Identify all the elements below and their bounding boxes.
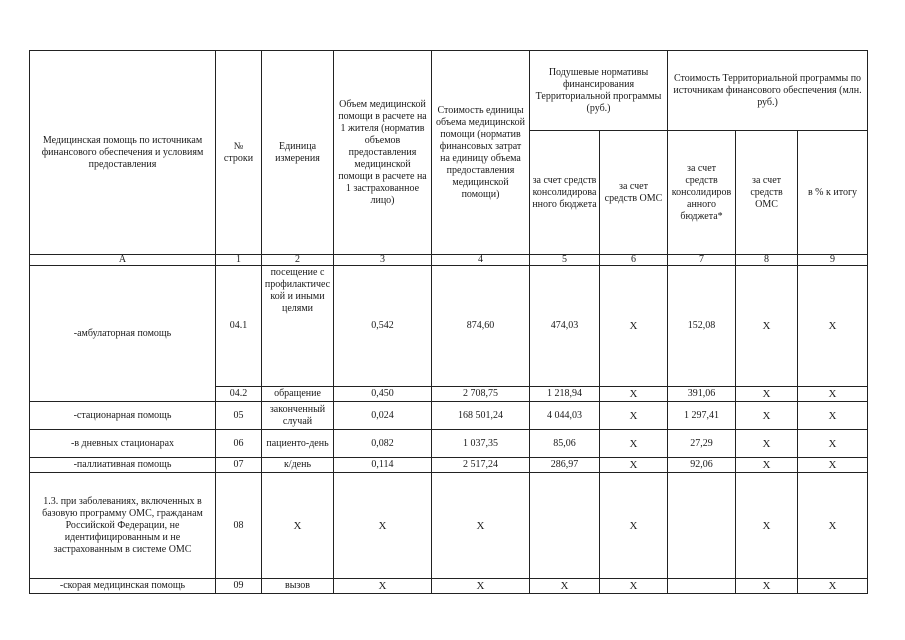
row-c4: 168 501,24 (432, 402, 530, 430)
row-code: 04.1 (216, 266, 262, 387)
row-c6: X (600, 579, 668, 594)
header-col-3: Объем медицинской помощи в расчете на 1 жителя (норматив объемов предоставления медицинской помощи в расчете на 1 застрахованное лицо) (334, 51, 432, 255)
row-c4: 2 708,75 (432, 387, 530, 402)
header-row-1 (30, 51, 868, 131)
header-col-4: Стоимость единицы объема медицинской помощи (норматив финансовых затрат на единицу объема предоставления медицинской помощи) (432, 51, 530, 255)
column-number: 3 (334, 255, 432, 266)
table-row-05 (30, 402, 868, 430)
row-c7 (668, 579, 736, 594)
row-c5: X (530, 579, 600, 594)
column-number: 5 (530, 255, 600, 266)
column-number: 6 (600, 255, 668, 266)
header-col-8: за счет средств ОМС (736, 131, 798, 255)
row-label: -в дневных стационарах (30, 430, 216, 458)
column-number: 9 (798, 255, 868, 266)
row-c8: X (736, 430, 798, 458)
header-col-2: Единица измерения (262, 51, 334, 255)
row-c5: 474,03 (530, 266, 600, 387)
row-label: -скорая медицинская помощь (30, 579, 216, 594)
row-c8: X (736, 458, 798, 473)
column-number: 1 (216, 255, 262, 266)
row-label: -паллиативная помощь (30, 458, 216, 473)
table-row-06 (30, 430, 868, 458)
table-row-04-1 (30, 266, 868, 387)
row-c9: X (798, 430, 868, 458)
row-c5: 286,97 (530, 458, 600, 473)
row-c8: X (736, 473, 798, 579)
row-c7: 27,29 (668, 430, 736, 458)
row-code: 07 (216, 458, 262, 473)
row-code: 05 (216, 402, 262, 430)
row-unit: вызов (262, 579, 334, 594)
header-group-per-capita: Подушевые нормативы финансирования Территориальной программы (руб.) (530, 51, 668, 131)
row-code: 08 (216, 473, 262, 579)
row-c4: X (432, 473, 530, 579)
column-number: 2 (262, 255, 334, 266)
row-c8: X (736, 402, 798, 430)
row-c6: X (600, 430, 668, 458)
row-c5: 4 044,03 (530, 402, 600, 430)
row-c9: X (798, 387, 868, 402)
row-unit: посещение с профилактической и иными целями (262, 266, 334, 387)
column-number: А (30, 255, 216, 266)
row-unit: X (262, 473, 334, 579)
row-c7: 1 297,41 (668, 402, 736, 430)
header-col-1: № строки (216, 51, 262, 255)
row-c3: 0,082 (334, 430, 432, 458)
row-c7: 92,06 (668, 458, 736, 473)
row-c3: 0,542 (334, 266, 432, 387)
row-c9: X (798, 266, 868, 387)
header-col-7: за счет средств консолидированного бюджета* (668, 131, 736, 255)
row-c5 (530, 473, 600, 579)
row-label: 1.3. при заболеваниях, включенных в базовую программу ОМС, гражданам Российской Федерации, не идентифицированным и не застрахованным в системе ОМС (30, 473, 216, 579)
row-c9: X (798, 402, 868, 430)
row-label: -амбулаторная помощь (30, 266, 216, 402)
row-c7: 391,06 (668, 387, 736, 402)
header-group-cost: Стоимость Территориальной программы по источникам финансового обеспечения (млн. руб.) (668, 51, 868, 131)
row-c6: X (600, 266, 668, 387)
row-c8: X (736, 266, 798, 387)
column-number-row (30, 255, 868, 266)
row-c6: X (600, 402, 668, 430)
header-col-a: Медицинская помощь по источникам финансового обеспечения и условиям предоставления (30, 51, 216, 255)
row-c6: X (600, 387, 668, 402)
row-unit: пациенто-день (262, 430, 334, 458)
row-c6: X (600, 458, 668, 473)
table-row-07 (30, 458, 868, 473)
row-c3: 0,450 (334, 387, 432, 402)
column-number: 4 (432, 255, 530, 266)
row-c3: X (334, 579, 432, 594)
row-unit: законченный случай (262, 402, 334, 430)
table-row-09 (30, 579, 868, 594)
row-c4: 874,60 (432, 266, 530, 387)
column-number: 7 (668, 255, 736, 266)
row-c4: 2 517,24 (432, 458, 530, 473)
row-c4: 1 037,35 (432, 430, 530, 458)
row-c8: X (736, 579, 798, 594)
row-code: 06 (216, 430, 262, 458)
column-number: 8 (736, 255, 798, 266)
row-c8: X (736, 387, 798, 402)
row-c9: X (798, 579, 868, 594)
row-c5: 1 218,94 (530, 387, 600, 402)
row-label: -стационарная помощь (30, 402, 216, 430)
header-col-9: в % к итогу (798, 131, 868, 255)
row-unit: обращение (262, 387, 334, 402)
row-c9: X (798, 473, 868, 579)
row-c4: X (432, 579, 530, 594)
header-col-5: за счет средств консолидированного бюджета (530, 131, 600, 255)
row-c5: 85,06 (530, 430, 600, 458)
row-c9: X (798, 458, 868, 473)
financing-table (29, 50, 868, 594)
row-code: 09 (216, 579, 262, 594)
row-unit: к/день (262, 458, 334, 473)
row-c7 (668, 473, 736, 579)
row-c3: 0,024 (334, 402, 432, 430)
row-code: 04.2 (216, 387, 262, 402)
row-c3: X (334, 473, 432, 579)
row-c3: 0,114 (334, 458, 432, 473)
row-c7: 152,08 (668, 266, 736, 387)
table-row-08 (30, 473, 868, 579)
row-c6: X (600, 473, 668, 579)
header-col-6: за счет средств ОМС (600, 131, 668, 255)
